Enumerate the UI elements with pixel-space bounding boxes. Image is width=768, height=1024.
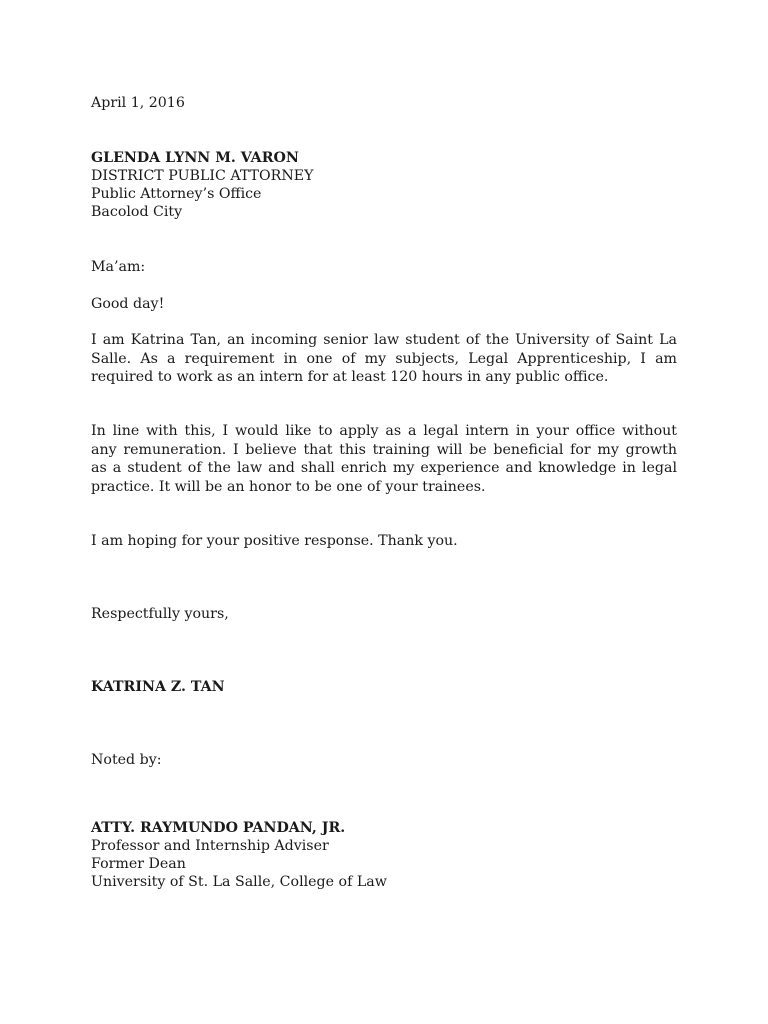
sender-name: KATRINA Z. TAN <box>91 679 225 695</box>
noted-by-label: Noted by: <box>91 752 162 768</box>
greeting: Good day! <box>91 296 165 312</box>
noter-title: Professor and Internship Adviser <box>91 838 329 854</box>
noter-institution: University of St. La Salle, College of Law <box>91 874 387 890</box>
noter-position: Former Dean <box>91 856 186 872</box>
paragraph-line: Salle. As a requirement in one of my subjects, Legal Apprenticeship, I am <box>91 350 677 367</box>
paragraph-line: practice. It will be an honor to be one of your trainees. <box>91 478 486 495</box>
closing: Respectfully yours, <box>91 606 229 622</box>
noter-name: ATTY. RAYMUNDO PANDAN, JR. <box>91 820 346 836</box>
paragraph-line: In line with this, I would like to apply as a legal intern in your office without <box>91 423 677 439</box>
paragraph-line: required to work as an intern for at least 120 hours in any public office. <box>91 369 609 385</box>
recipient-city: Bacolod City <box>91 204 183 220</box>
body-paragraph-3: I am hoping for your positive response. Thank you. <box>91 533 458 549</box>
recipient-name: GLENDA LYNN M. VARON <box>91 150 299 166</box>
letter-date: April 1, 2016 <box>91 95 185 111</box>
salutation: Ma’am: <box>91 259 146 275</box>
body-paragraph-2 <box>91 422 677 496</box>
recipient-title: DISTRICT PUBLIC ATTORNEY <box>91 168 314 184</box>
body-paragraph-1 <box>91 331 677 387</box>
paragraph-line: any remuneration. I believe that this training will be beneficial for my growth <box>91 441 677 458</box>
paragraph-line: as a student of the law and shall enrich my experience and knowledge in legal <box>91 460 677 476</box>
paragraph-line: I am Katrina Tan, an incoming senior law student of the University of Saint La <box>91 332 677 348</box>
recipient-office: Public Attorney’s Office <box>91 186 262 202</box>
